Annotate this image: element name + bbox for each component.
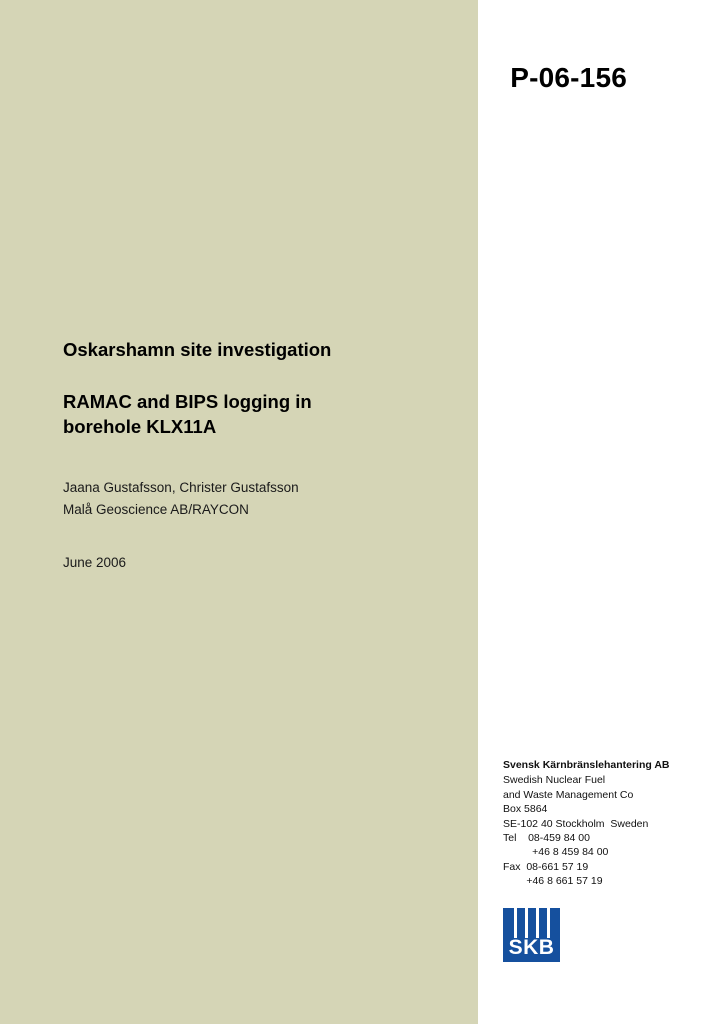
author-affiliation: Malå Geoscience AB/RAYCON	[63, 501, 249, 517]
page-title: RAMAC and BIPS logging in borehole KLX11A	[63, 391, 312, 438]
publisher-line-2: and Waste Management Co	[503, 788, 634, 801]
skb-logo	[503, 908, 560, 962]
publisher-name: Svensk Kärnbränslehantering AB	[503, 759, 670, 771]
publisher-tel-intl: +46 8 459 84 00	[503, 846, 609, 859]
publisher-address-box: Box 5864	[503, 803, 548, 816]
publisher-fax-intl: +46 8 661 57 19	[503, 875, 603, 887]
author-names: Jaana Gustafsson, Christer Gustafsson	[63, 480, 299, 495]
site-investigation-title: Oskarshamn site investigation	[63, 339, 332, 360]
publisher-address-city: SE-102 40 Stockholm Sweden	[503, 817, 649, 830]
logo-text: SKB	[508, 936, 555, 959]
publication-date: June 2006	[63, 555, 127, 570]
logo-stripes-icon	[503, 908, 560, 938]
publisher-block	[503, 758, 703, 888]
title-block	[63, 338, 463, 440]
authors-block	[63, 477, 299, 521]
publisher-line-1: Swedish Nuclear Fuel	[503, 774, 606, 787]
report-number: P-06-156	[510, 62, 627, 93]
publisher-fax: Fax 08-661 57 19	[503, 860, 589, 873]
publisher-tel: Tel 08-459 84 00	[503, 831, 590, 844]
